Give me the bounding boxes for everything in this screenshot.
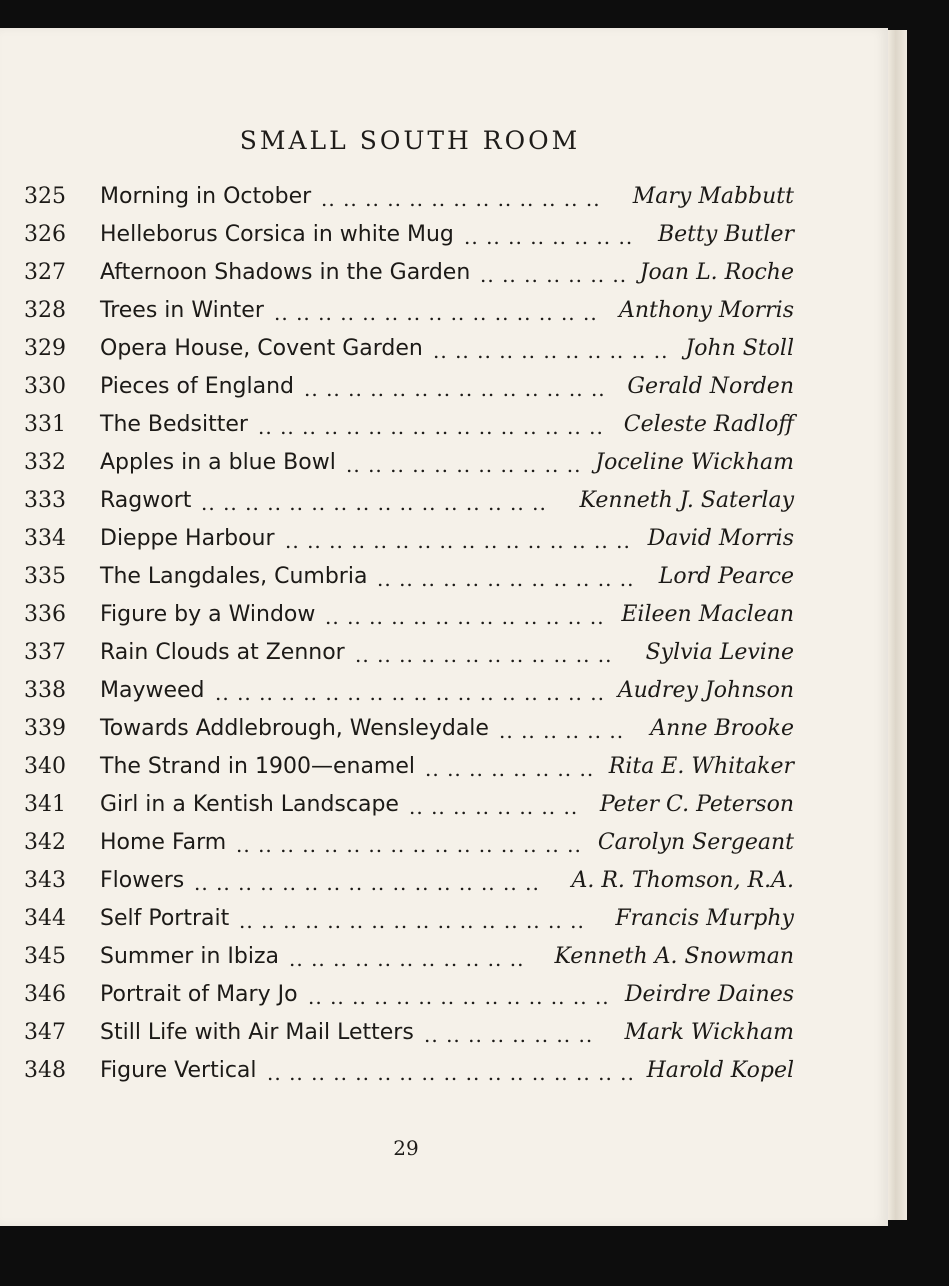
entry-number: 340 <box>24 754 66 779</box>
room-title: SMALL SOUTH ROOM <box>239 126 581 155</box>
entry-title: Portrait of Mary Jo <box>100 982 298 1007</box>
entry-number: 331 <box>24 412 66 437</box>
entry-title: Trees in Winter <box>100 298 264 323</box>
catalogue-entry <box>24 938 794 976</box>
catalogue-entry <box>24 216 794 254</box>
entry-title: Home Farm <box>100 830 227 855</box>
entry-number: 338 <box>24 678 66 703</box>
entry-title: Rain Clouds at Zennor <box>100 640 345 665</box>
entry-number: 333 <box>24 488 66 513</box>
dot-leader: .. .. .. .. .. .. .. .. .. .. .. .. .. .. .. .. <box>285 529 631 553</box>
dot-leader: .. .. .. .. .. .. .. .. <box>424 1023 594 1047</box>
entry-artist: Lord Pearce <box>658 564 794 589</box>
entry-title: The Langdales, Cumbria <box>100 564 368 589</box>
entry-artist: Mark Wickham <box>624 1020 794 1045</box>
dot-leader: .. .. .. .. .. .. .. .. <box>409 795 579 819</box>
dot-leader: .. .. .. .. .. .. .. .. .. .. .. .. .. .. .. .. .. <box>267 1061 635 1085</box>
dot-leader: .. .. .. .. .. .. .. .. .. .. .. .. .. .. <box>304 377 606 401</box>
entry-number: 330 <box>24 374 66 399</box>
entry-title: Dieppe Harbour <box>100 526 275 551</box>
entry-number: 342 <box>24 830 66 855</box>
entry-artist: Deirdre Daines <box>624 982 794 1007</box>
dot-leader: .. .. .. .. .. .. .. .. .. .. .. .. .. <box>325 605 605 629</box>
catalogue-entry <box>24 900 794 938</box>
dot-leader: .. .. .. .. .. .. .. .. .. .. .. .. .. <box>321 187 601 211</box>
catalogue-entry <box>24 178 794 216</box>
entry-number: 327 <box>24 260 66 285</box>
page-number: 29 <box>393 1136 419 1160</box>
catalogue-entry <box>24 1014 794 1052</box>
entry-title: Pieces of England <box>100 374 295 399</box>
dot-leader: .. .. .. .. .. .. .. .. .. .. .. .. .. .. .. .. <box>258 415 604 439</box>
entry-title: Apples in a blue Bowl <box>100 450 336 475</box>
entry-number: 347 <box>24 1020 66 1045</box>
entry-artist: Francis Murphy <box>615 906 794 931</box>
entry-number: 335 <box>24 564 66 589</box>
entry-title: Summer in Ibiza <box>100 944 279 969</box>
dot-leader: .. .. .. .. .. .. .. <box>480 263 628 287</box>
dot-leader: .. .. .. .. .. .. .. .. .. .. .. .. .. .. .. .. <box>239 909 585 933</box>
entry-number: 326 <box>24 222 66 247</box>
catalogue-entry <box>24 862 794 900</box>
entry-artist: Kenneth J. Saterlay <box>579 488 794 513</box>
entry-artist: Sylvia Levine <box>645 640 794 665</box>
entry-number: 329 <box>24 336 66 361</box>
entry-artist: Celeste Radloff <box>623 412 794 437</box>
entry-title: Mayweed <box>100 678 205 703</box>
entry-artist: Betty Butler <box>657 222 794 247</box>
entry-number: 348 <box>24 1058 66 1083</box>
catalogue-entry <box>24 786 794 824</box>
entry-title: Self Portrait <box>100 906 230 931</box>
catalogue-entry <box>24 976 794 1014</box>
entry-title: Girl in a Kentish Landscape <box>100 792 399 817</box>
dot-leader: .. .. .. .. .. .. .. .. .. .. .. .. .. .. .. .. <box>236 833 582 857</box>
entry-number: 343 <box>24 868 66 893</box>
dot-leader: .. .. .. .. .. .. .. .. .. .. .. .. .. .. .. .. <box>194 871 540 895</box>
entry-number: 336 <box>24 602 66 627</box>
entry-title: Helleborus Corsica in white Mug <box>100 222 454 247</box>
dot-leader: .. .. .. .. .. .. .. .. .. .. .. <box>289 947 525 971</box>
catalogue-page <box>0 28 888 1226</box>
dot-leader: .. .. .. .. .. .. .. .. <box>425 757 595 781</box>
entry-title: Afternoon Shadows in the Garden <box>100 260 471 285</box>
dot-leader: .. .. .. .. .. .. .. .. .. .. .. .. .. .. <box>308 985 610 1009</box>
entry-number: 328 <box>24 298 66 323</box>
catalogue-entry <box>24 596 794 634</box>
catalogue-entry <box>24 368 794 406</box>
dot-leader: .. .. .. .. .. .. .. .. .. .. .. .. .. .. .. .. .. .. <box>215 681 605 705</box>
entry-title: Flowers <box>100 868 185 893</box>
entry-title: Towards Addlebrough, Wensleydale <box>100 716 489 741</box>
dot-leader: .. .. .. .. .. .. .. .. .. .. .. .. <box>355 643 613 667</box>
entry-artist: Mary Mabbutt <box>632 184 794 209</box>
entry-artist: Joan L. Roche <box>639 260 794 285</box>
entry-title: The Strand in 1900—enamel <box>100 754 416 779</box>
entry-title: Figure by a Window <box>100 602 316 627</box>
catalogue-entry <box>24 710 794 748</box>
entry-number: 345 <box>24 944 66 969</box>
catalogue-entry <box>24 558 794 596</box>
entry-artist: Anne Brooke <box>650 716 794 741</box>
entry-artist: Gerald Norden <box>627 374 794 399</box>
entry-artist: Audrey Johnson <box>617 678 794 703</box>
entry-number: 344 <box>24 906 66 931</box>
catalogue-entry <box>24 672 794 710</box>
catalogue-entry <box>24 1052 794 1090</box>
catalogue-entry <box>24 520 794 558</box>
catalogue-entry <box>24 824 794 862</box>
catalogue-entry <box>24 634 794 672</box>
entry-title: Ragwort <box>100 488 192 513</box>
dot-leader: .. .. .. .. .. .. .. .. .. .. .. <box>346 453 582 477</box>
catalogue-entry <box>24 482 794 520</box>
entry-artist: A. R. Thomson, R.A. <box>571 868 794 893</box>
entry-artist: David Morris <box>647 526 794 551</box>
catalogue-list <box>24 178 794 1090</box>
entry-artist: John Stoll <box>685 336 794 361</box>
entry-number: 341 <box>24 792 66 817</box>
entry-title: Morning in October <box>100 184 312 209</box>
catalogue-entry <box>24 444 794 482</box>
entry-artist: Peter C. Peterson <box>599 792 794 817</box>
dot-leader: .. .. .. .. .. .. <box>499 719 625 743</box>
catalogue-entry <box>24 254 794 292</box>
entry-artist: Eileen Maclean <box>621 602 794 627</box>
dot-leader: .. .. .. .. .. .. .. .. .. .. .. .. .. .. .. <box>274 301 598 325</box>
dot-leader: .. .. .. .. .. .. .. .. .. .. .. <box>433 339 669 363</box>
dot-leader: .. .. .. .. .. .. .. .. <box>464 225 634 249</box>
entry-artist: Rita E. Whitaker <box>608 754 794 779</box>
entry-title: Figure Vertical <box>100 1058 257 1083</box>
entry-number: 334 <box>24 526 66 551</box>
entry-artist: Anthony Morris <box>618 298 794 323</box>
entry-number: 325 <box>24 184 66 209</box>
catalogue-entry <box>24 748 794 786</box>
catalogue-entry <box>24 406 794 444</box>
entry-artist: Kenneth A. Snowman <box>554 944 794 969</box>
dot-leader: .. .. .. .. .. .. .. .. .. .. .. .. <box>377 567 635 591</box>
entry-artist: Carolyn Sergeant <box>597 830 794 855</box>
entry-title: Opera House, Covent Garden <box>100 336 423 361</box>
catalogue-entry <box>24 330 794 368</box>
entry-title: Still Life with Air Mail Letters <box>100 1020 414 1045</box>
dot-leader: .. .. .. .. .. .. .. .. .. .. .. .. .. .. .. .. <box>201 491 547 515</box>
entry-number: 346 <box>24 982 66 1007</box>
entry-title: The Bedsitter <box>100 412 248 437</box>
entry-artist: Harold Kopel <box>646 1058 794 1083</box>
entry-number: 332 <box>24 450 66 475</box>
entry-artist: Joceline Wickham <box>595 450 794 475</box>
entry-number: 339 <box>24 716 66 741</box>
entry-number: 337 <box>24 640 66 665</box>
catalogue-entry <box>24 292 794 330</box>
